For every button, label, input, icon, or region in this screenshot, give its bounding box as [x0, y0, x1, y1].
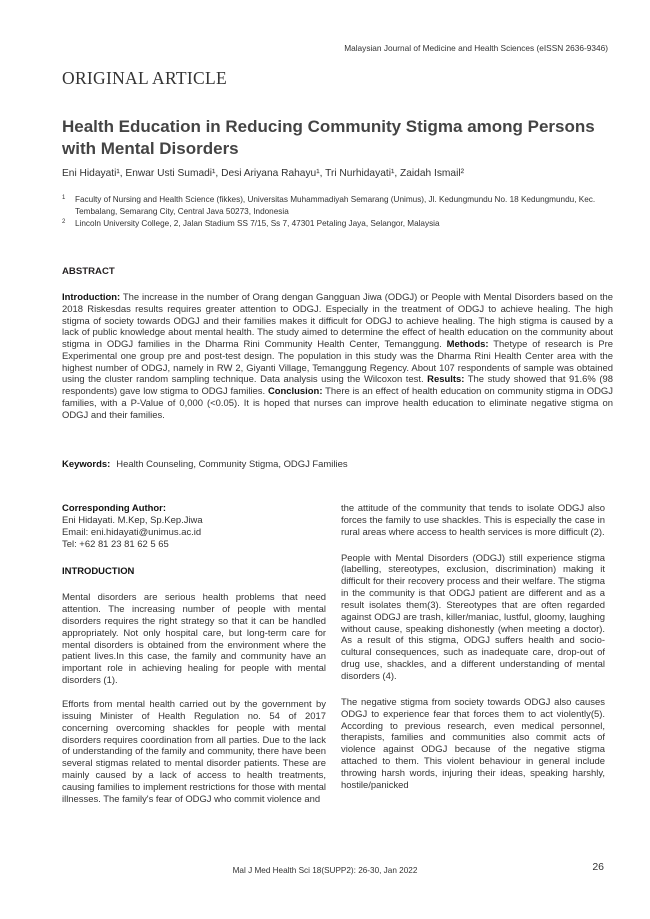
affiliation-text: Faculty of Nursing and Health Science (fikkes), Universitas Muhammadiyah Semarang (Unimus), Jl. Kedungmundu No. 18 Kedungmundu, Kec. Tembalang, Semarang City, Central Java 50273, Indonesia — [75, 195, 596, 216]
article-title: Health Education in Reducing Community Stigma among Persons with Mental Disorders — [62, 117, 595, 158]
right-column — [341, 503, 605, 804]
corresponding-label: Corresponding Author: — [62, 503, 166, 514]
author-list: Eni Hidayati¹, Enwar Usti Sumadi¹, Desi Ariyana Rahayu¹, Tri Nurhidayati¹, Zaidah Ismail² — [62, 168, 464, 179]
journal-header: Malaysian Journal of Medicine and Health Sciences (eISSN 2636-9346) — [344, 43, 608, 53]
intro-text: The increase in the number of Orang dengan Gangguan Jiwa (ODGJ) or People with Mental Disorders based on the 2018 Riskesdas results requires greater attention to ODGJ. Especially in the treatment of ODGJ to achieve healing. The high stigma of society towards ODGJ and their families makes it difficult for ODGJ to achieve healing. The high stigma is caused by a lack of public knowledge about mental health. The study aimed to determine the effect of health education on the community about stigma in ODGJ families in the Dharma Rini Community Health Center, Temanggung. — [62, 292, 613, 351]
abstract-heading: ABSTRACT — [62, 266, 115, 277]
introduction-heading: INTRODUCTION — [62, 566, 135, 578]
page-number: 26 — [592, 861, 604, 873]
intro-paragraph-2: Efforts from mental health carried out by the government by issuing Minister of Health Regulation no. 54 of 2017 concerning overcoming shackles for people with mental disorders requires coordination from all parties. Due to the lack of understanding of the family and community, there have been several stigmas related to mental disorder patients. These are mainly caused by a lack of access to health treatments, causing families to implement restrictions for those with mental illnesses. The family's fear of ODGJ who commit violence and — [62, 698, 326, 805]
keywords-text: Health Counseling, Community Stigma, ODGJ Families — [116, 459, 348, 470]
affiliation-2 — [62, 218, 622, 230]
corresponding-tel: Tel: +62 81 23 81 62 5 65 — [62, 538, 169, 550]
results-label: Results: — [427, 374, 465, 386]
affiliation-number: 1 — [62, 195, 66, 201]
keywords-label: Keywords: — [62, 459, 111, 470]
conclusion-label: Conclusion: — [267, 386, 323, 398]
corresponding-name: Eni Hidayati. M.Kep, Sp.Kep.Jiwa — [62, 514, 203, 526]
right-paragraph-3: The negative stigma from society towards ODGJ also causes ODGJ to experience fear that forces them to act violently(5). According to previous research, even medical personnel, therapists, families and communities also commit acts of violence against ODGJ because of the negative stigma attached to them. This violent behaviour in general include throwing harsh words, injuring their ideas, speaking harshly, hostile/panicked — [341, 696, 605, 791]
article-type: ORIGINAL ARTICLE — [62, 68, 227, 88]
footer-citation: Mal J Med Health Sci 18(SUPP2): 26-30, Jan 2022 — [232, 866, 418, 875]
affiliation-number: 2 — [62, 218, 66, 225]
keywords — [62, 459, 348, 470]
affiliations — [62, 194, 622, 229]
affiliation-1 — [62, 194, 622, 218]
results-text: The study showed that 91.6% (98 respondents) gave low stigma to ODGJ families. — [62, 374, 613, 398]
right-paragraph-2: People with Mental Disorders (ODGJ) still experience stigma (labelling, stereotypes, exclusion, discrimination) making it difficult for their recovery process and their welfare. The stigma in the community is that ODGJ patient are different and as a result isolates them(3). Stereotypes that are often regarded against ODGJ are trash, killer/maniac, lustful, gloomy, laughing without cause, speaking dishonestly (when meeting a doctor). As a result of this stigma, ODGJ suffers health and socio-cultural consequences, such as inadequate care, drop-out of drug use, shackles, and a different understanding of mental disorders (4). — [341, 552, 605, 682]
abstract-body — [62, 292, 613, 422]
methods-label: Methods: — [446, 339, 489, 351]
methods-text: Thetype of research is Pre Experimental one group pre and post-test design. The population in this study was the Dharma Rini Health Center area with the highest number of ODGJ, namely in RW 2, Giyanti Village, Temanggung Regency. About 107 respondents of sample was obtained using the cluster random sampling technique. Data analysis using the Wilcoxon test. — [62, 339, 613, 386]
corresponding-author — [62, 503, 326, 550]
intro-paragraph-1: Mental disorders are serious health problems that need attention. The increasing number of people with mental disorders requires the right strategy so that it can be handled appropriately. Not only hospital care, but long-term care for mental disorders is obtained from the environment where the patient lives.In this case, the family and community have an important role in achieving healing for people with mental disorders (1). — [62, 592, 326, 687]
right-paragraph-1: the attitude of the community that tends to isolate ODGJ also forces the family to use shackles. This is especially the case in rural areas where access to health services is more difficult (2). — [341, 503, 605, 538]
intro-label: Introduction: — [62, 292, 121, 303]
left-column — [62, 503, 326, 818]
affiliation-text: Lincoln University College, 2, Jalan Stadium SS 7/15, Ss 7, 47301 Petaling Jaya, Selangor, Malaysia — [75, 218, 440, 228]
corresponding-email: Email: eni.hidayati@unimus.ac.id — [62, 526, 202, 538]
conclusion-text: There is an effect of health education on community stigma in ODGJ families, with a P-Value of 0,000 (<0.05). It is hoped that nurses can improve health education to eliminate negative stigma on ODGJ and their families. — [62, 386, 613, 421]
